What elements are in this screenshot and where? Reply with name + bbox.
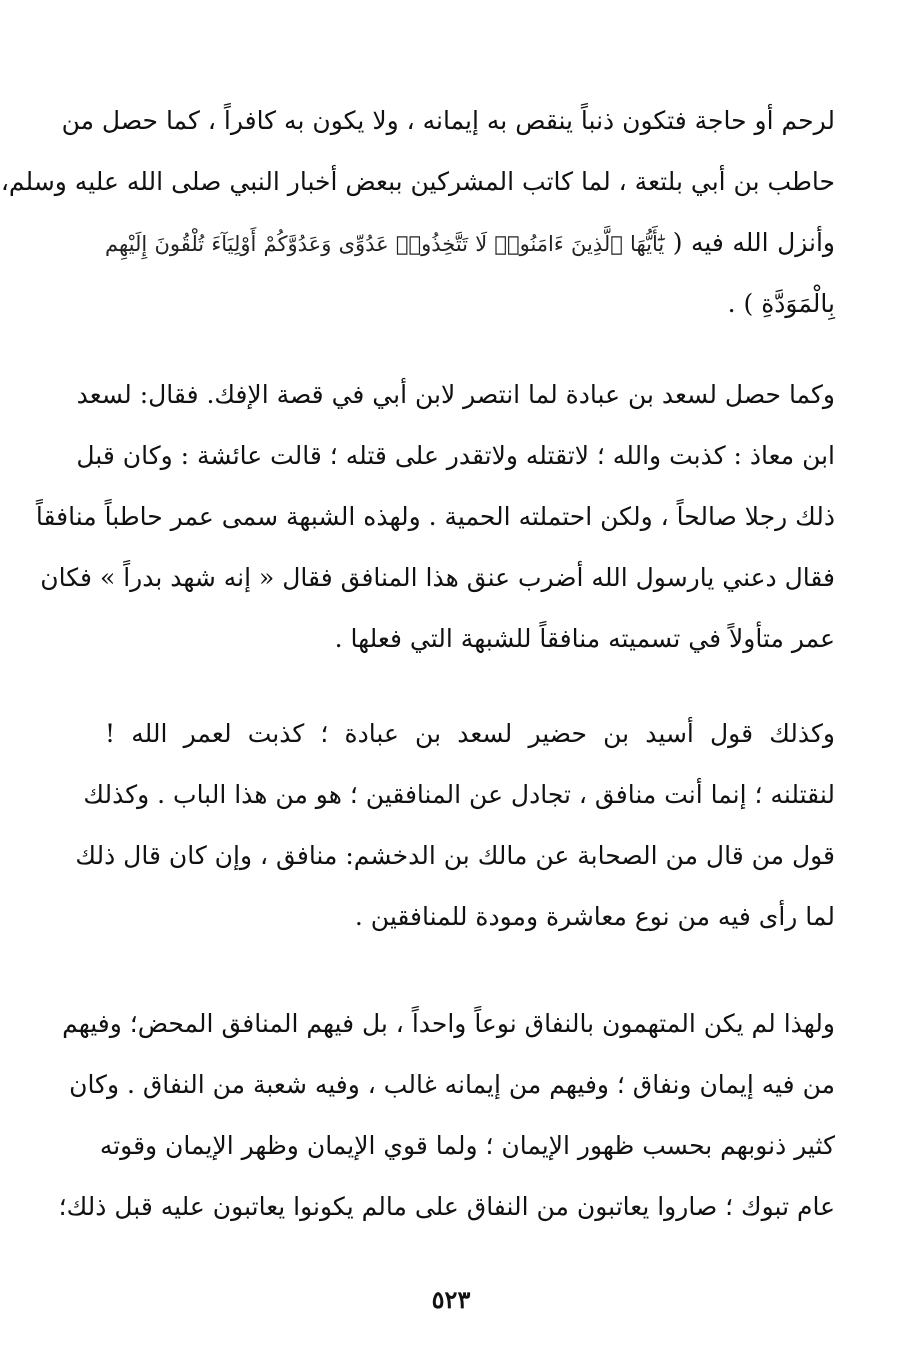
- paragraph-1-line-4: بِالْمَوَدَّةِ ) .: [727, 289, 835, 318]
- paragraph-4-line-4: عام تبوك ؛ صاروا يعاتبون من النفاق على مالم يكونوا يعاتبون عليه قبل ذلك؛: [58, 1192, 835, 1221]
- paragraph-3-line-2: لنقتلنه ؛ إنما أنت منافق ، تجادل عن المنافقين ؛ هو من هذا الباب . وكذلك: [83, 780, 835, 809]
- paragraph-3-line-1: وكذلك قول أسيد بن حضير لسعد بن عبادة ؛ كذبت لعمر الله !: [105, 719, 835, 748]
- paragraph-1-line-1: لرحم أو حاجة فتكون ذنباً ينقص به إيمانه ، ولا يكون به كافراً ، كما حصل من: [61, 106, 835, 135]
- paragraph-2-line-2: ابن معاذ : كذبت والله ؛ لاتقتله ولاتقدر على قتله ؛ قالت عائشة : وكان قبل: [76, 441, 835, 470]
- paragraph-2-line-1: وكما حصل لسعد بن عبادة لما انتصر لابن أبي في قصة الإفك. فقال: لسعد: [76, 380, 835, 409]
- paragraph-4-line-3: كثير ذنوبهم بحسب ظهور الإيمان ؛ ولما قوي الإيمان وظهر الإيمان وقوته: [99, 1131, 835, 1160]
- paragraph-4-line-1: ولهذا لم يكن المتهمون بالنفاق نوعاً واحداً ، بل فيهم المنافق المحض؛ وفيهم: [62, 1009, 835, 1038]
- page-number: ٥٢٣: [431, 1285, 471, 1314]
- quran-verse-fragment: يَٰٓأَيُّهَا ٱلَّذِينَ ءَامَنُوا۟ لَا تَتَّخِذُوا۟ عَدُوِّى وَعَدُوَّكُمْ أَوْلِيَآءَ تُلْقُونَ إِلَيْهِم: [105, 232, 665, 256]
- paragraph-2-line-3: ذلك رجلا صالحاً ، ولكن احتملته الحمية . ولهذه الشبهة سمى عمر حاطباً منافقاً: [35, 502, 835, 531]
- paragraph-4-line-2: من فيه إيمان ونفاق ؛ وفيهم من إيمانه غالب ، وفيه شعبة من النفاق . وكان: [69, 1070, 835, 1099]
- paragraph-3-line-4: لما رأى فيه من نوع معاشرة ومودة للمنافقين .: [354, 902, 835, 931]
- paragraph-1-line-3: وأنزل الله فيه (: [672, 228, 836, 257]
- paragraph-3-line-3: قول من قال من الصحابة عن مالك بن الدخشم: منافق ، وإن كان قال ذلك: [75, 841, 835, 870]
- paragraph-2-line-4: فقال دعني يارسول الله أضرب عنق هذا المنافق فقال « إنه شهد بدراً » فكان: [40, 563, 835, 592]
- paragraph-1-line-2: حاطب بن أبي بلتعة ، لما كاتب المشركين ببعض أخبار النبي صلى الله عليه وسلم،: [0, 167, 835, 196]
- paragraph-2-line-5: عمر متأولاً في تسميته منافقاً للشبهة التي فعلها .: [334, 624, 835, 653]
- paragraph-1-line-3-with-quran: [105, 226, 835, 261]
